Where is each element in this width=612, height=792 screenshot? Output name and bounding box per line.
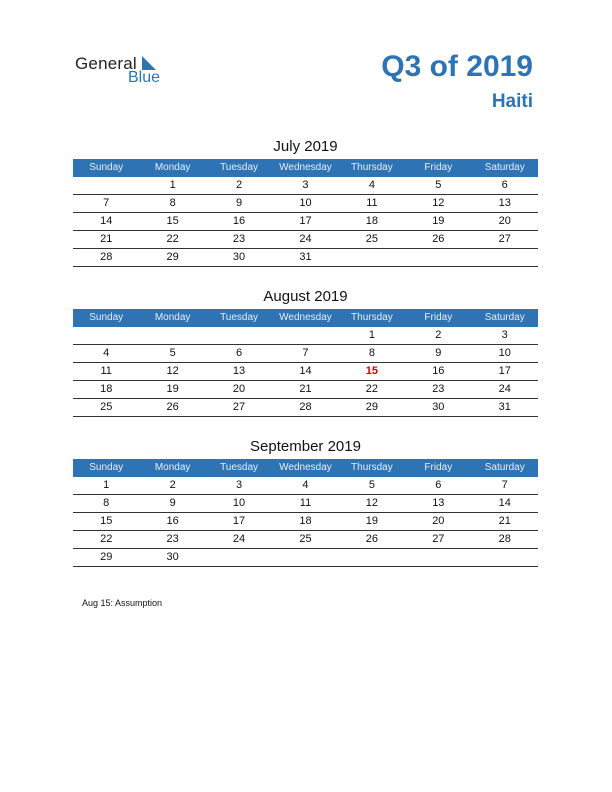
day-cell: 1 [169,179,176,191]
weekday-label: Wednesday [279,312,332,323]
weekday-label: Sunday [89,312,124,323]
day-cell: 18 [365,215,379,227]
day-cell: 22 [166,233,179,245]
month-title: September 2019 [250,438,361,455]
week-row [73,399,538,417]
logo-triangle-icon [142,56,156,70]
weekday-label: Wednesday [279,462,332,473]
day-cell: 1 [103,479,110,491]
day-cell: 17 [299,215,312,227]
day-cell: 14 [498,497,511,509]
weekday-label: Sunday [89,462,124,473]
day-cell: 12 [166,365,179,377]
day-cell: 3 [302,179,309,191]
day-cell: 3 [501,329,508,341]
day-cell: 6 [235,347,243,359]
day-cell: 8 [169,197,176,209]
day-cell: 20 [498,215,511,227]
day-cell: 5 [435,179,442,191]
weekday-label: Monday [154,312,191,323]
day-cell: 20 [432,515,445,527]
week-row [73,345,538,363]
day-cell [206,549,272,566]
day-cell: 23 [432,383,445,395]
weekday-label: Wednesday [279,162,332,173]
day-cell: 26 [166,401,179,413]
day-cell: 5 [368,479,375,491]
day-cell: 7 [302,347,309,359]
week-row [73,381,538,399]
day-cell: 28 [299,401,312,413]
day-cell: 10 [299,197,312,209]
day-cell [339,249,405,266]
weekday-label: Saturday [484,462,525,473]
weekday-label: Tuesday [220,462,259,473]
month-calendar [73,287,538,417]
country-name: Haiti [491,91,533,112]
day-cell: 28 [100,251,113,263]
day-cell: 11 [366,197,378,209]
day-cell: 28 [498,533,511,545]
day-cell [73,327,139,344]
day-cell: 26 [365,533,379,545]
day-cell: 14 [100,215,113,227]
day-cell: 27 [432,533,445,545]
weekday-label: Thursday [351,312,393,323]
day-cell: 18 [100,383,113,395]
weekday-header [73,459,538,477]
day-cell: 7 [501,479,508,491]
day-cell: 30 [232,251,246,263]
day-cell [472,549,538,566]
logo-text-general: General [75,54,137,73]
weekday-header [73,309,538,327]
day-cell: 27 [232,401,246,413]
month-title: July 2019 [273,138,338,155]
day-cell: 10 [232,497,246,509]
day-cell: 4 [103,347,110,359]
day-cell: 17 [232,515,246,527]
day-cell: 31 [299,251,312,263]
day-cell: 16 [432,365,445,377]
week-row [73,477,538,495]
week-row [73,249,538,267]
month-calendar [73,437,538,567]
quarter-title: Q3 of 2019 [381,50,533,83]
week-row [73,363,538,381]
weekday-label: Tuesday [220,162,259,173]
weekday-label: Friday [424,162,453,173]
day-cell: 19 [166,383,179,395]
week-row [73,213,538,231]
day-cell: 7 [103,197,110,209]
day-cell [472,249,538,266]
day-cell: 9 [169,497,176,509]
day-cell: 17 [498,365,511,377]
weekday-label: Monday [154,462,191,473]
day-cell: 3 [235,479,243,491]
generalblue-logo [75,54,185,88]
day-cell [272,327,338,344]
day-cell: 13 [498,197,511,209]
day-cell: 6 [435,479,442,491]
day-cell: 16 [232,215,246,227]
day-cell [73,177,139,194]
day-cell: 11 [100,365,112,377]
week-row [73,495,538,513]
day-cell: 13 [232,365,246,377]
day-cell: 9 [235,197,243,209]
day-cell [272,549,338,566]
day-cell: 21 [299,383,312,395]
day-cell: 5 [169,347,176,359]
day-cell: 20 [232,383,246,395]
weekday-header [73,159,538,177]
day-cell: 30 [432,401,445,413]
week-row [73,513,538,531]
day-cell: 8 [368,347,375,359]
holiday-day-cell: 15 [365,365,379,377]
month-calendar [73,137,538,267]
day-cell: 2 [235,179,243,191]
day-cell: 16 [166,515,179,527]
week-row [73,177,538,195]
day-cell: 21 [498,515,511,527]
day-cell: 1 [368,329,375,341]
day-cell: 11 [299,497,312,509]
week-row [73,195,538,213]
weekday-label: Saturday [484,312,525,323]
weekday-label: Thursday [351,162,393,173]
day-cell: 12 [365,497,379,509]
logo-text-blue: Blue [128,69,161,86]
weekday-label: Friday [424,462,453,473]
week-row [73,327,538,345]
day-cell: 29 [365,401,379,413]
day-cell: 19 [432,215,445,227]
day-cell: 27 [498,233,511,245]
day-cell: 23 [166,533,179,545]
weekday-label: Tuesday [220,312,259,323]
holiday-note: Aug 15: Assumption [82,598,163,608]
day-cell: 25 [299,533,312,545]
day-cell [139,327,205,344]
week-row [73,531,538,549]
day-cell: 26 [432,233,445,245]
day-cell [405,249,471,266]
day-cell: 12 [432,197,445,209]
day-cell: 4 [302,479,309,491]
day-cell: 14 [299,365,312,377]
day-cell: 9 [435,347,442,359]
day-cell: 13 [432,497,445,509]
day-cell: 24 [232,533,246,545]
day-cell [339,549,405,566]
day-cell: 29 [166,251,179,263]
weekday-label: Thursday [351,462,393,473]
week-row [73,549,538,567]
day-cell: 30 [166,551,179,563]
weekday-label: Saturday [484,162,525,173]
day-cell: 21 [100,233,113,245]
day-cell [206,327,272,344]
day-cell: 8 [103,497,110,509]
week-row [73,231,538,249]
weekday-label: Friday [424,312,453,323]
day-cell: 31 [498,401,511,413]
day-cell: 15 [100,515,113,527]
day-cell [405,549,471,566]
day-cell: 22 [365,383,379,395]
day-cell: 25 [100,401,113,413]
day-cell: 6 [501,179,508,191]
day-cell: 2 [435,329,442,341]
day-cell: 15 [166,215,179,227]
day-cell: 23 [232,233,246,245]
weekday-label: Sunday [89,162,124,173]
weekday-label: Monday [154,162,191,173]
day-cell: 24 [299,233,312,245]
day-cell: 2 [169,479,176,491]
day-cell: 29 [100,551,113,563]
month-title: August 2019 [263,288,348,305]
day-cell: 22 [100,533,113,545]
day-cell: 18 [299,515,312,527]
day-cell: 25 [365,233,379,245]
day-cell: 19 [365,515,379,527]
day-cell: 10 [498,347,511,359]
day-cell: 24 [498,383,511,395]
day-cell: 4 [368,179,375,191]
